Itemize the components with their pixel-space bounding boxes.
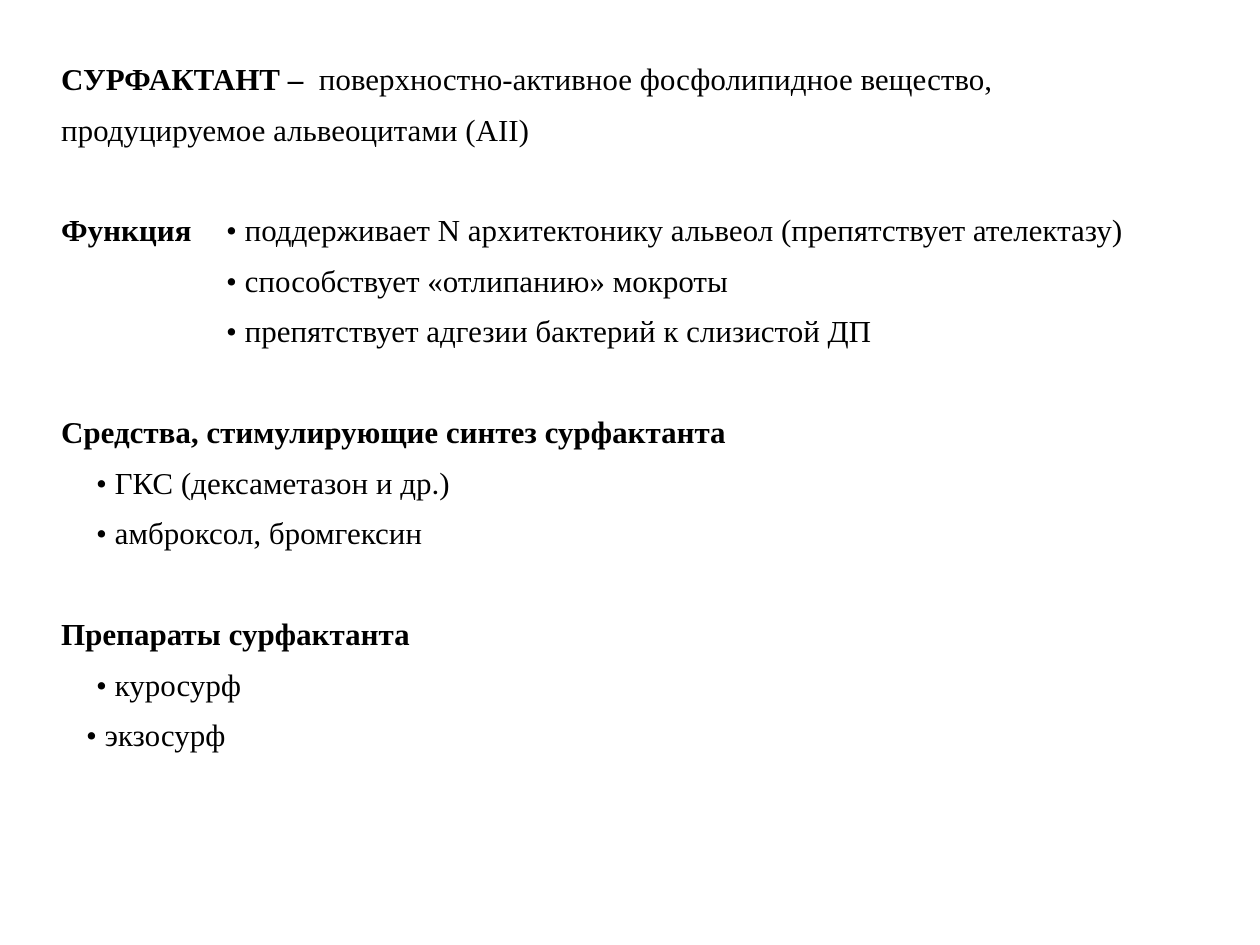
definition-term: СУРФАКТАНТ – (61, 62, 304, 97)
definition-line-2: продуцируемое альвеоцитами (AII) (61, 113, 529, 148)
stimulants-heading: Средства, стимулирующие синтез сурфактанта (61, 415, 726, 450)
stimulants-item: • амброксол, бромгексин (96, 516, 422, 551)
preparations-heading: Препараты сурфактанта (61, 617, 410, 652)
function-item: • препятствует адгезии бактерий к слизистой ДП (226, 314, 872, 349)
function-item: • поддерживает N архитектонику альвеол (препятствует ателектазу) (226, 213, 1123, 248)
function-item: • способствует «отлипанию» мокроты (226, 264, 728, 299)
preparations-item: • куросурф (96, 668, 241, 703)
stimulants-item: • ГКС (дексаметазон и др.) (96, 466, 450, 501)
definition-text: поверхностно-активное фосфолипидное вещество, (318, 62, 993, 97)
definition-line-1 (61, 62, 992, 98)
preparations-item: • экзосурф (86, 718, 226, 753)
function-label: Функция (61, 213, 192, 248)
